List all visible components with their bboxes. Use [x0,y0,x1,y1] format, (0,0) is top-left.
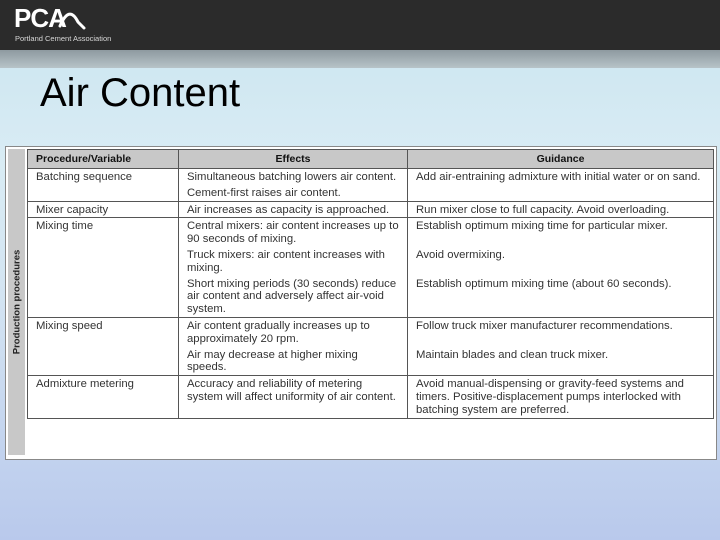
guidance-cell [408,201,714,218]
guidance-cell [408,376,714,418]
guidance-text: Add air-entraining admixture with initial water or on sand. [416,171,701,183]
procedure-cell: Admixture metering [28,376,179,418]
procedure-cell: Mixing speed [28,317,179,375]
pca-logo [14,4,124,46]
guidance-text: Maintain blades and clean truck mixer. [416,348,609,361]
table-row [28,169,714,202]
header-bar [0,0,720,50]
effect-text: Accuracy and reliability of metering system will affect uniformity of air content. [187,378,396,403]
guidance-text: Establish optimum mixing time for particular mixer. [416,220,668,233]
effect-text: Truck mixers: air content increases with mixing. [187,248,385,274]
logo-swoosh-icon [58,6,88,32]
table-header-row [28,150,714,169]
logo-mark: PCA [14,3,66,33]
logo-subtitle: Portland Cement Association [15,34,112,43]
guidance-cell [408,317,714,375]
air-content-table [5,146,717,460]
guidance-text: Avoid overmixing. [416,249,505,262]
effect-text: Air content gradually increases up to approximately 20 rpm. [187,319,370,345]
effects-cell [179,317,408,375]
slide-title: Air Content [40,71,241,115]
procedure-cell: Mixing time [28,218,179,318]
guidance-text: Run mixer close to full capacity. Avoid overloading. [416,203,670,216]
guidance-cell [408,169,714,202]
table-row [28,218,714,318]
effects-cell [179,218,408,318]
effect-text: Air increases as capacity is approached. [187,203,390,216]
effect-text: Cement-first raises air content. [187,186,341,199]
effect-text: Central mixers: air content increases up to 90 seconds of mixing. [187,220,399,246]
table-side-label [8,149,25,455]
effect-text: Air may decrease at higher mixing speeds. [187,348,358,374]
procedure-cell: Batching sequence [28,169,179,202]
effects-cell [179,169,408,202]
procedures-table [27,149,714,419]
effect-text: Short mixing periods (30 seconds) reduce air content and adversely affect air-void system. [187,277,397,316]
column-header: Procedure/Variable [28,150,179,169]
column-header: Guidance [408,150,714,169]
guidance-text: Follow truck mixer manufacturer recommendations. [416,319,673,332]
side-label-text: Production procedures [11,249,22,355]
column-header: Effects [179,150,408,169]
guidance-text: Establish optimum mixing time (about 60 seconds). [416,277,672,290]
table-row [28,317,714,375]
procedure-cell: Mixer capacity [28,201,179,218]
guidance-text: Avoid manual-dispensing or gravity-feed systems and timers. Positive-displacement pumps interlocked with batching system are preferred. [416,378,684,416]
guidance-cell [408,218,714,318]
effects-cell [179,201,408,218]
table-row [28,376,714,418]
header-stripe [0,50,720,68]
effects-cell [179,376,408,418]
table-row [28,201,714,218]
effect-text: Simultaneous batching lowers air content. [187,171,397,183]
